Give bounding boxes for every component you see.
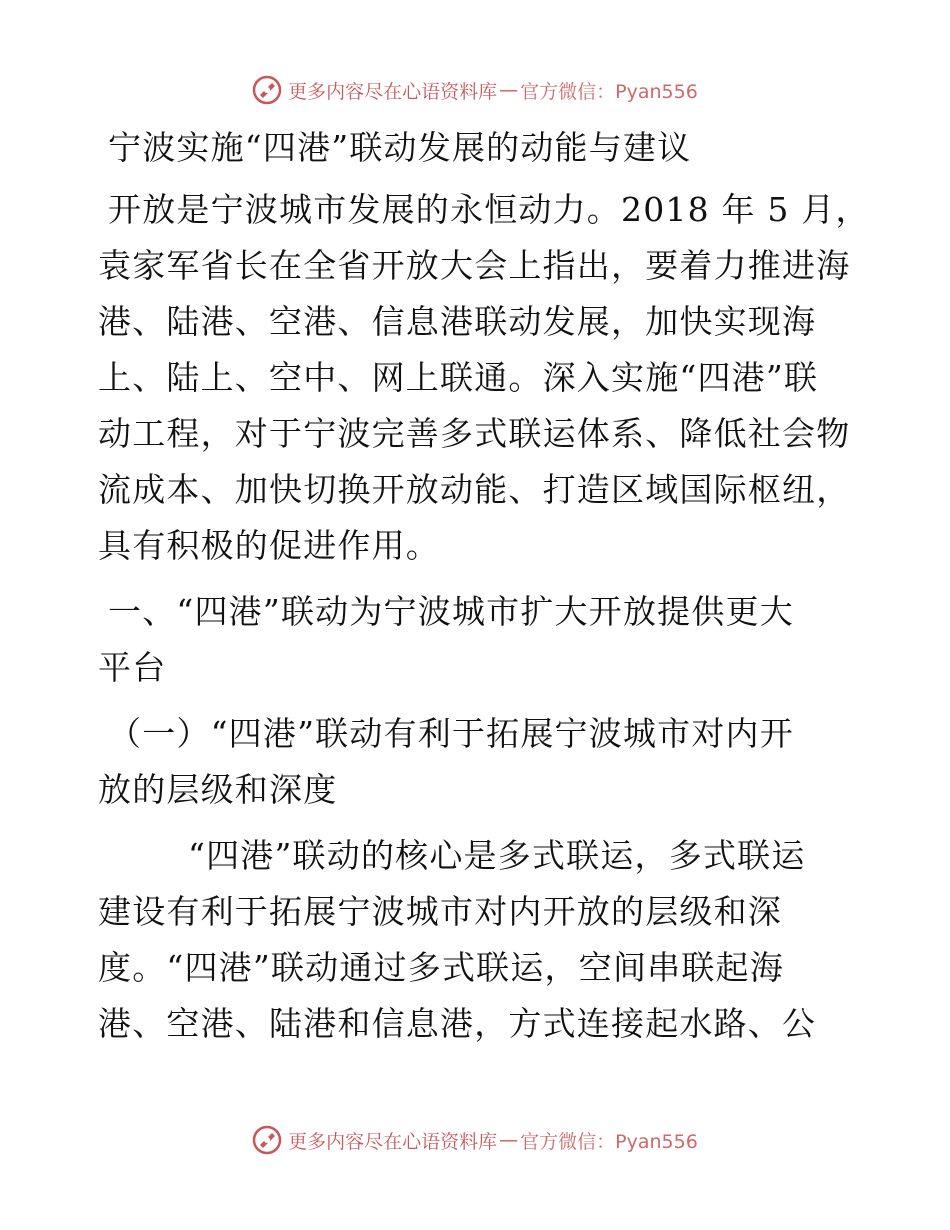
section-heading-1 (98, 584, 858, 696)
watermark-brand: 更多内容尽在心语资料库 (288, 1130, 498, 1153)
document-title: 宁波实施“四港”联动发展的动能与建议 (108, 128, 692, 167)
watermark-separator: — (499, 79, 519, 101)
paragraph-line: “四港”联动的核心是多式联运，多式联运 (188, 836, 806, 875)
subsection-heading-1 (98, 706, 858, 818)
watermark-wechat: 官方微信：Pyan556 (520, 80, 698, 103)
paragraph-line: 具有积极的促进作用。 (98, 526, 440, 565)
watermark-banner-bottom (0, 1120, 950, 1160)
body-paragraph (98, 828, 858, 1052)
paragraph-line: 流成本、加快切换开放动能、打造区域国际枢纽， (98, 470, 851, 509)
paragraph-line: 度。“四港”联动通过多式联运，空间串联起海 (98, 948, 784, 987)
watermark-banner-top (0, 70, 950, 110)
paragraph-line: 动工程，对于宁波完善多式联运体系、降低社会物 (98, 414, 851, 453)
heading-line: 一、“四港”联动为宁波城市扩大开放提供更大 (108, 592, 794, 631)
intro-paragraph (98, 182, 870, 574)
paragraph-line: 上、陆上、空中、网上联通。深入实施“四港”联 (98, 358, 819, 397)
document-body (98, 120, 870, 1052)
heading-line: 放的层级和深度 (98, 770, 338, 809)
watermark-brand: 更多内容尽在心语资料库 (288, 80, 498, 103)
paragraph-line: 港、陆港、空港、信息港联动发展，加快实现海 (98, 302, 817, 341)
heading-line: 平台 (98, 648, 167, 687)
paragraph-line: 袁家军省长在全省开放大会上指出，要着力推进海 (98, 246, 851, 285)
paragraph-line: 建设有利于拓展宁波城市对内开放的层级和深 (98, 892, 782, 931)
heading-line: （一）“四港”联动有利于拓展宁波城市对内开 (108, 714, 794, 753)
watermark-wechat: 官方微信：Pyan556 (520, 1130, 698, 1153)
brand-logo-icon (252, 75, 282, 105)
paragraph-line: 港、空港、陆港和信息港，方式连接起水路、公 (98, 1004, 817, 1043)
watermark-separator: — (499, 1129, 519, 1151)
brand-logo-icon (252, 1125, 282, 1155)
paragraph-line: 开放是宁波城市发展的永恒动力。2018 年 5 月， (108, 190, 870, 229)
